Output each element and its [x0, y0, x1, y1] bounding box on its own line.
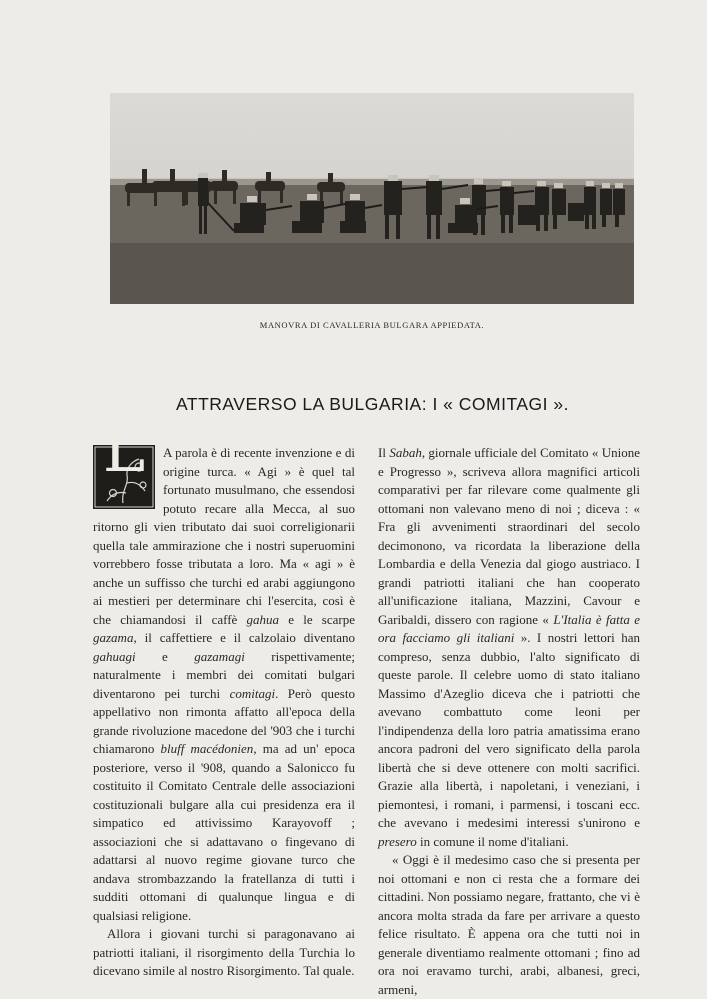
- article-title: ATTRAVERSO LA BULGARIA: I « COMITAGI ».: [176, 394, 569, 414]
- decorated-initial: [93, 413, 155, 509]
- left-paragraph-2: Allora i giovani turchi si paragonavano ai patriotti italiani, il risorgimento della Turchia lo dicevano simile al nostro Risorgimento. Tal quale.: [93, 926, 355, 978]
- initial-letter: L: [102, 413, 146, 487]
- cavalry-photo-illustration: [110, 93, 634, 304]
- left-paragraph-1: A parola è di recente invenzione e di origine turca. « Agi » è quel tal fortunato musulmano, che essendosi potuto recare alla Mecca, al suo ritorno gli vien tributato dai suoi correligionarii quella tale ammirazione che i nostri superuomini vorrebbero fosse tributata a loro. Ma « agi » è anche un suffisso che turchi ed arabi aggiungono ai mestieri per determinare chi l'esercita, così è che chiamandosi il caffè gahua e le scarpe gazama, il caffettiere e il calzolaio diventano gahuagi e gazamagi rispettivamente; naturalmente i membri dei comitati bulgari diventarono pei turchi comitagi. Però questo appellativo non rimonta affatto all'epoca della grande rivoluzione macedone del '903 che i turchi chiamarono bluff macédonien, ma ad un' epoca posteriore, verso il '908, quando a Salonicco fu costituito il Comitato Centrale delle associazioni costituzionali bulgare alla cui presidenza era il simpatico ed attivissimo Karayovoff ; associazioni che si adattavano o fingevano di adattarsi al nuovo regime giovane turco che andava strombazzando la fratellanza di tutti i sudditi ottomani di qualunque lingua e di qualsiasi religione.: [93, 445, 355, 923]
- right-paragraph-2: « Oggi è il medesimo caso che si presenta per noi ottomani e non ci resta che a formare dei cittadini. Non possiamo negare, frattanto, che vi è ancora molta strada da fare per arrivare a questo felice risultato. È appena ora che tutti noi in generale diventiamo realmente ottomani ; fino ad ora noi eravamo turchi, arabi, albanesi, greci, armeni,: [378, 852, 640, 997]
- right-column: [378, 444, 640, 999]
- right-paragraph-1: Il Sabah, giornale ufficiale del Comitato « Unione e Progresso », scriveva allora magnifici articoli comparativi per far rilevare come qualmente gli ottomani non valevano meno di noi ; diceva : « Fra gli avvenimenti straordinari del secolo decimonono, va ricordata la liberazione della Lombardia e della Venezia dal giogo austriaco. I grandi patriotti italiani che han cooperato all'unificazione italiana, Mazzini, Cavour e Garibaldi, dissero con ragione « L'Italia è fatta e ora facciamo gli italiani ». I nostri lettori han compreso, senza dubbio, l'alto significato di queste parole. Il celebre uomo di stato italiano Massimo d'Azeglio diceva che i patriotti che avevano combattuto come leoni per l'indipendenza della loro patria amatissima erano ancora padroni del vero significato della parola libertà che si deve ottenere con molti sacrifici. Grazie alla libertà, i napoletani, i veneziani, i piemontesi, i romani, i parmensi, i toscani ecc. che avevano i medesimi interessi s'unirono e presero in comune il nome d'italiani.: [378, 445, 640, 849]
- left-column: [93, 413, 355, 981]
- photo-caption: MANOVRA DI CAVALLERIA BULGARA APPIEDATA.: [259, 320, 485, 330]
- cavalry-photo: [110, 93, 634, 304]
